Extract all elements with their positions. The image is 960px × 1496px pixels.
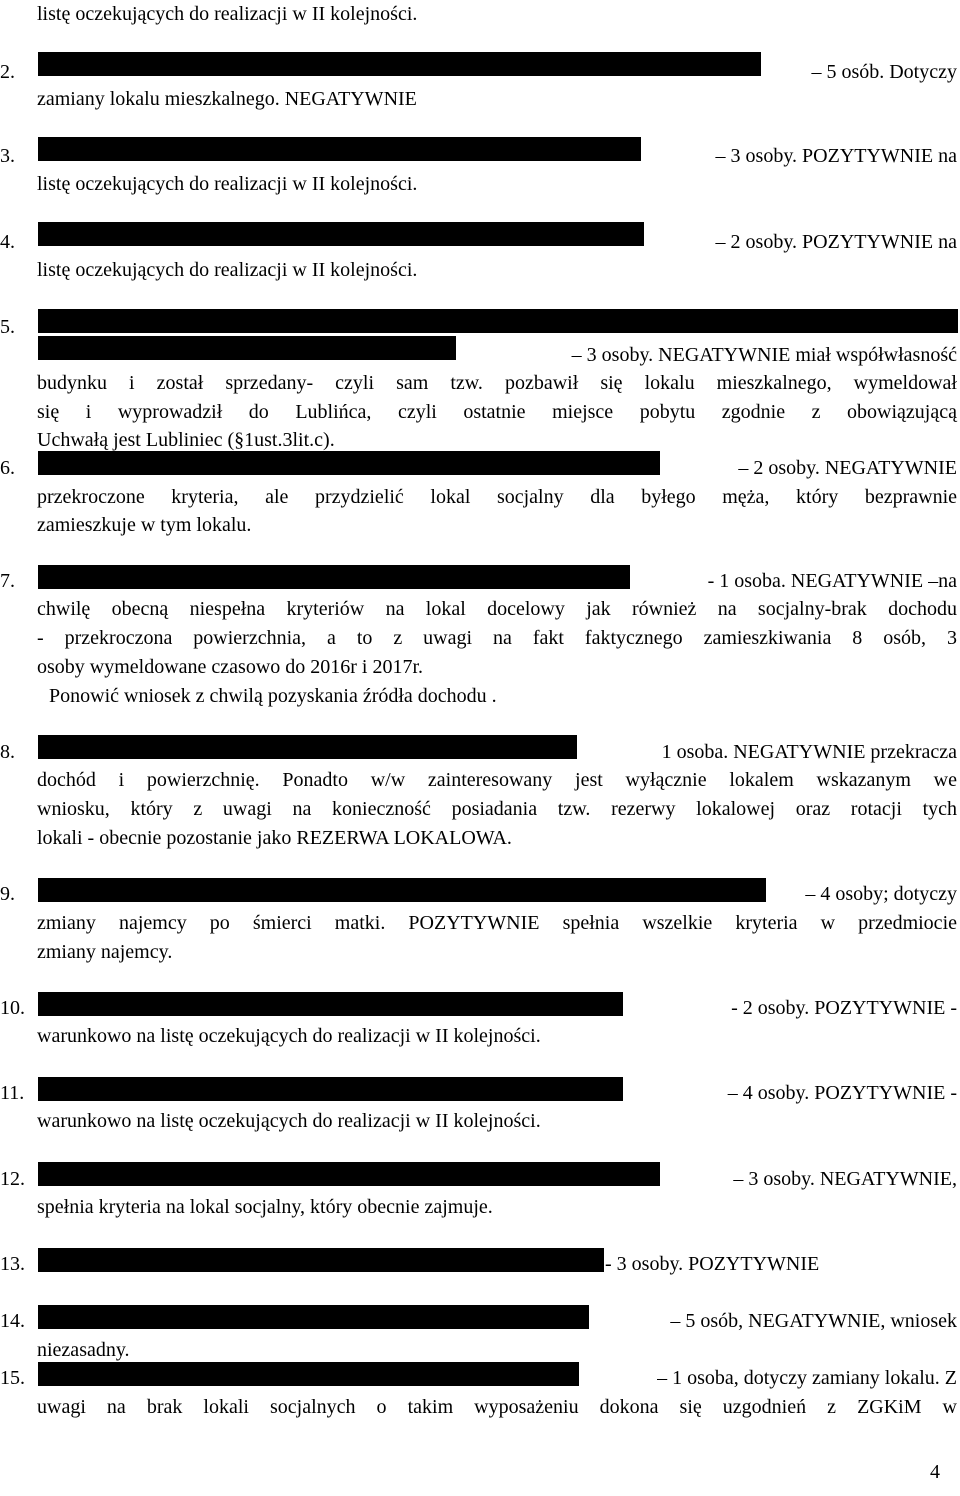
page-number: 4	[930, 1461, 940, 1483]
text-line: Uchwałą jest Lubliniec (§1ust.3lit.c).	[37, 429, 335, 451]
text-line: – 3 osoby. NEGATYWNIE miał współwłasność	[571, 344, 957, 366]
redaction-block	[38, 451, 660, 475]
item-number: 13.	[0, 1253, 25, 1275]
text-line: Ponowić wniosek z chwilą pozyskania źródła dochodu .	[49, 685, 497, 707]
text-line: – 2 osoby. NEGATYWNIE	[738, 457, 957, 479]
item-number: 11.	[0, 1082, 25, 1104]
text-line: - przekroczona powierzchnia, a to z uwagi na fakt faktycznego zamieszkiwania 8 osób, 3	[37, 627, 957, 649]
redaction-block	[38, 1248, 604, 1272]
text-line: uwagi na brak lokali socjalnych o takim wyposażeniu dokona się uzgodnień z ZGKiM w	[37, 1396, 957, 1418]
text-line: listę oczekujących do realizacji w II kolejności.	[37, 259, 418, 281]
redaction-block	[38, 565, 630, 589]
item-number: 3.	[0, 145, 15, 167]
redaction-block	[38, 336, 456, 360]
redaction-block	[38, 1305, 589, 1329]
item-number: 8.	[0, 741, 15, 763]
item-number: 2.	[0, 61, 15, 83]
redaction-block	[38, 137, 641, 161]
item-number: 6.	[0, 457, 15, 479]
text-line: listę oczekujących do realizacji w II kolejności.	[37, 173, 418, 195]
text-line: osoby wymeldowane czasowo do 2016r i 2017r.	[37, 656, 424, 678]
text-line: niezasadny.	[37, 1339, 130, 1361]
text-line: zmiany najemcy.	[37, 941, 173, 963]
text-line: przekroczone kryteria, ale przydzielić lokal socjalny dla byłego męża, który bezprawnie	[37, 486, 957, 508]
item-number: 12.	[0, 1168, 25, 1190]
text-line: – 3 osoby. POZYTYWNIE na	[715, 145, 957, 167]
redaction-block	[38, 309, 958, 333]
text-line: 1 osoba. NEGATYWNIE przekracza	[661, 741, 957, 763]
text-line: – 1 osoba, dotyczy zamiany lokalu. Z	[657, 1367, 957, 1389]
text-line: się i wyprowadził do Lublińca, czyli ostatnie miejsce pobytu zgodnie z obowiązującą	[37, 401, 957, 423]
redaction-block	[38, 222, 644, 246]
text-line: – 3 osoby. NEGATYWNIE,	[733, 1168, 957, 1190]
text-line: wniosku, który z uwagi na konieczność posiadania tzw. rezerwy lokalowej oraz rotacji tych	[37, 798, 957, 820]
text-line: listę oczekujących do realizacji w II kolejności.	[37, 3, 418, 25]
text-line: chwilę obecną niespełna kryteriów na lokal docelowy jak również na socjalny-brak dochodu	[37, 598, 957, 620]
text-line: lokali - obecnie pozostanie jako REZERWA LOKALOWA.	[37, 827, 512, 849]
text-line: – 2 osoby. POZYTYWNIE na	[715, 231, 957, 253]
text-line: zamieszkuje w tym lokalu.	[37, 514, 252, 536]
item-number: 7.	[0, 570, 15, 592]
redaction-block	[38, 735, 577, 759]
text-line: – 4 osoby; dotyczy	[805, 883, 957, 905]
item-number: 14.	[0, 1310, 25, 1332]
item-number: 9.	[0, 883, 15, 905]
text-line: spełnia kryteria na lokal socjalny, który obecnie zajmuje.	[37, 1196, 493, 1218]
redaction-block	[38, 1162, 660, 1186]
text-line: – 5 osób. Dotyczy	[811, 61, 957, 83]
text-line: budynku i został sprzedany- czyli sam tzw. pozbawił się lokalu mieszkalnego, wymeldował	[37, 372, 957, 394]
text-line: - 1 osoba. NEGATYWNIE –na	[707, 570, 957, 592]
item-number: 10.	[0, 997, 25, 1019]
text-line: dochód i powierzchnię. Ponadto w/w zainteresowany jest wyłącznie lokalem wskazanym we	[37, 769, 957, 791]
text-line: warunkowo na listę oczekujących do realizacji w II kolejności.	[37, 1025, 541, 1047]
text-line: – 4 osoby. POZYTYWNIE -	[727, 1082, 957, 1104]
item-number: 5.	[0, 316, 15, 338]
redaction-block	[38, 52, 761, 76]
text-line: warunkowo na listę oczekujących do realizacji w II kolejności.	[37, 1110, 541, 1132]
item-number: 15.	[0, 1367, 25, 1389]
text-line: zmiany najemcy po śmierci matki. POZYTYWNIE spełnia wszelkie kryteria w przedmiocie	[37, 912, 957, 934]
text-line: - 2 osoby. POZYTYWNIE -	[731, 997, 957, 1019]
redaction-block	[38, 1362, 579, 1386]
text-line: zamiany lokalu mieszkalnego. NEGATYWNIE	[37, 88, 417, 110]
redaction-block	[38, 1077, 623, 1101]
text-line: – 5 osób, NEGATYWNIE, wniosek	[670, 1310, 957, 1332]
item-number: 4.	[0, 231, 15, 253]
redaction-block	[38, 992, 623, 1016]
redaction-block	[38, 878, 766, 902]
text-line: - 3 osoby. POZYTYWNIE	[605, 1253, 820, 1275]
